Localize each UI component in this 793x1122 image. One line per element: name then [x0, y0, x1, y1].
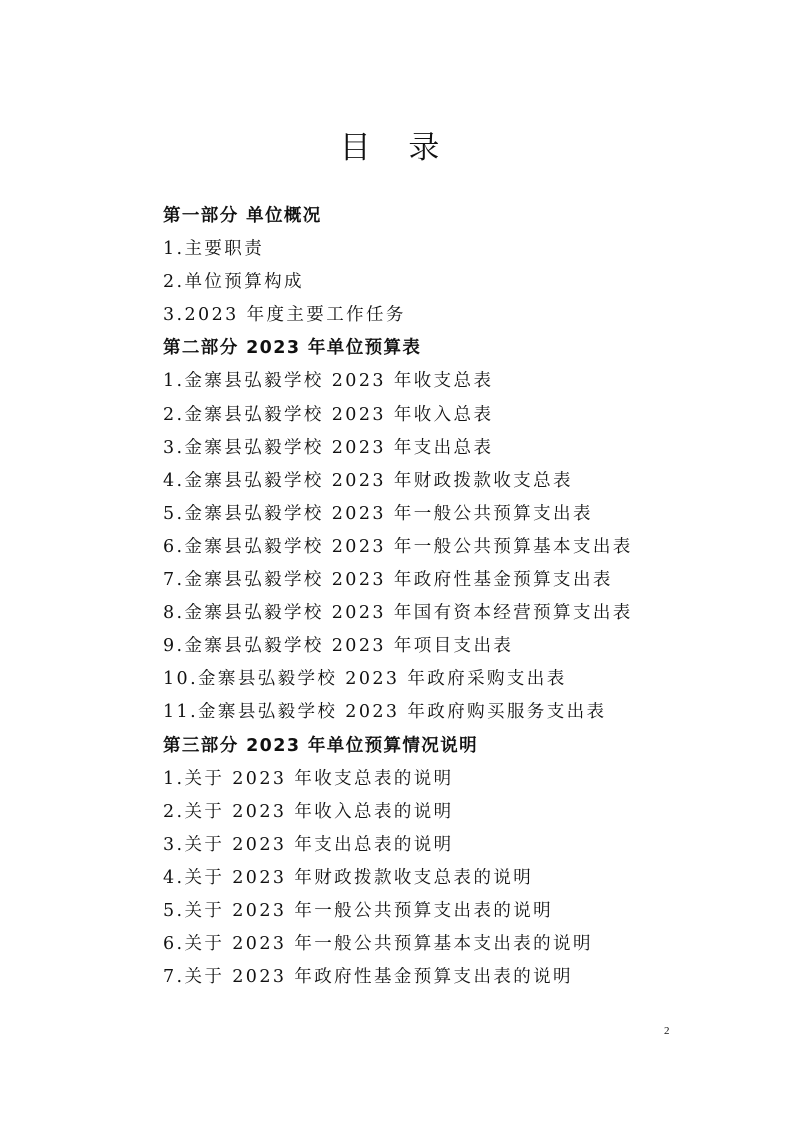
toc-item: 5.关于 2023 年一般公共预算支出表的说明 [163, 900, 554, 921]
section-heading-part-2: 第二部分 2023 年单位预算表 [163, 338, 422, 359]
toc-item: 7.关于 2023 年政府性基金预算支出表的说明 [163, 967, 573, 988]
toc-item: 6.金寨县弘毅学校 2023 年一般公共预算基本支出表 [163, 536, 633, 557]
section-heading-part-1: 第一部分 单位概况 [163, 206, 322, 226]
toc-item: 6.关于 2023 年一般公共预算基本支出表的说明 [163, 934, 593, 955]
toc-item: 2.关于 2023 年收入总表的说明 [163, 801, 454, 822]
toc-item: 1.关于 2023 年收支总表的说明 [163, 768, 454, 789]
page-number: 2 [664, 1025, 670, 1037]
toc-item: 4.关于 2023 年财政拨款收支总表的说明 [163, 867, 534, 888]
table-of-contents [163, 200, 723, 994]
toc-item: 2.金寨县弘毅学校 2023 年收入总表 [163, 404, 494, 425]
toc-item: 3.关于 2023 年支出总表的说明 [163, 834, 454, 855]
toc-item: 5.金寨县弘毅学校 2023 年一般公共预算支出表 [163, 503, 593, 524]
toc-item: 1.主要职责 [163, 239, 265, 260]
toc-item: 2.单位预算构成 [163, 272, 304, 293]
toc-item: 4.金寨县弘毅学校 2023 年财政拨款收支总表 [163, 470, 573, 491]
toc-item: 10.金寨县弘毅学校 2023 年政府采购支出表 [163, 669, 567, 690]
toc-item: 3.2023 年度主要工作任务 [163, 305, 406, 326]
section-heading-part-3: 第三部分 2023 年单位预算情况说明 [163, 735, 478, 756]
toc-item: 8.金寨县弘毅学校 2023 年国有资本经营预算支出表 [163, 603, 633, 624]
toc-item: 11.金寨县弘毅学校 2023 年政府购买服务支出表 [163, 702, 607, 723]
toc-item: 9.金寨县弘毅学校 2023 年项目支出表 [163, 636, 514, 657]
toc-item: 1.金寨县弘毅学校 2023 年收支总表 [163, 371, 494, 392]
page-title: 目 录 [339, 130, 454, 166]
toc-item: 3.金寨县弘毅学校 2023 年支出总表 [163, 437, 494, 458]
toc-item: 7.金寨县弘毅学校 2023 年政府性基金预算支出表 [163, 570, 613, 591]
